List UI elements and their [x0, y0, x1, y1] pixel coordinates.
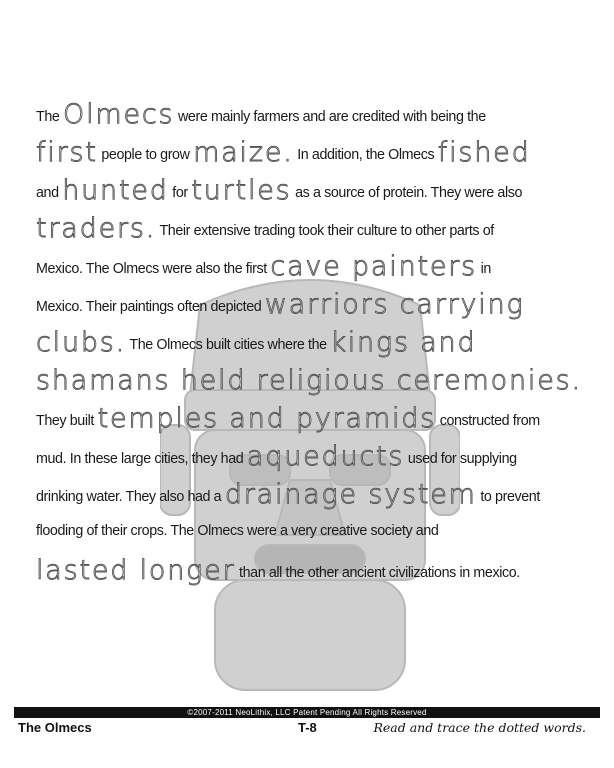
trace-word: fished — [437, 137, 531, 168]
text-line — [36, 398, 596, 436]
trace-word: lasted longer — [36, 555, 236, 586]
body-text: used for supplying — [404, 451, 517, 467]
body-text: than all the other ancient civilizations in mexico. — [235, 565, 520, 581]
body-text: Mexico. The Olmecs were also the first — [36, 261, 271, 277]
text-line — [36, 208, 596, 246]
trace-word: maize. — [193, 137, 294, 168]
instructions: Read and trace the dotted words. — [373, 720, 586, 735]
body-text: to prevent — [476, 489, 540, 505]
text-line — [36, 132, 596, 170]
copyright-bar — [14, 707, 600, 718]
trace-word: cave painters — [270, 251, 478, 282]
trace-word: first — [36, 137, 98, 168]
trace-word: traders. — [36, 213, 157, 244]
text-line — [36, 170, 596, 208]
text-line — [36, 246, 596, 284]
text-line — [36, 550, 596, 588]
text-line — [36, 322, 596, 360]
body-text: in — [477, 261, 491, 277]
body-text: drinking water. They also had a — [36, 489, 225, 505]
tracing-paragraph — [36, 94, 596, 588]
trace-word: kings and — [330, 327, 477, 358]
body-text: flooding of their crops. The Olmecs were a very creative society and — [36, 523, 439, 539]
text-line — [36, 512, 596, 550]
trace-word: temples and pyramids — [97, 403, 437, 434]
body-text: as a source of protein. They were also — [291, 185, 523, 201]
trace-word: turtles — [191, 175, 292, 206]
body-text: Their extensive trading took their culture to other parts of — [156, 223, 494, 239]
trace-word: shamans held religious ceremonies. — [36, 365, 582, 396]
trace-word: drainage system — [224, 479, 477, 510]
page-number: T-8 — [298, 720, 317, 735]
body-text: Mexico. Their paintings often depicted — [36, 299, 265, 315]
trace-word: Olmecs — [63, 99, 175, 130]
text-line — [36, 360, 596, 398]
trace-word: hunted — [62, 175, 169, 206]
body-text: people to grow — [97, 147, 194, 163]
body-text: and — [36, 185, 63, 201]
body-text: mud. In these large cities, they had — [36, 451, 247, 467]
trace-word: clubs. — [36, 327, 127, 358]
text-line — [36, 284, 596, 322]
text-line — [36, 436, 596, 474]
body-text: The — [36, 109, 64, 125]
copyright-text: ©2007-2011 NeoLithix, LLC Patent Pending All Rights Reserved — [187, 708, 427, 717]
text-line — [36, 94, 596, 132]
page-footer — [14, 720, 600, 742]
text-line — [36, 474, 596, 512]
body-text: In addition, the Olmecs — [293, 147, 438, 163]
body-text: They built — [36, 413, 98, 429]
trace-word: aqueducts — [246, 441, 405, 472]
body-text: constructed from — [436, 413, 540, 429]
trace-word: warriors carrying — [264, 289, 525, 320]
body-text: for — [168, 185, 192, 201]
body-text: were mainly farmers and are credited with being the — [174, 109, 486, 125]
body-text: The Olmecs built cities where the — [126, 337, 331, 353]
worksheet-title: The Olmecs — [18, 720, 92, 735]
